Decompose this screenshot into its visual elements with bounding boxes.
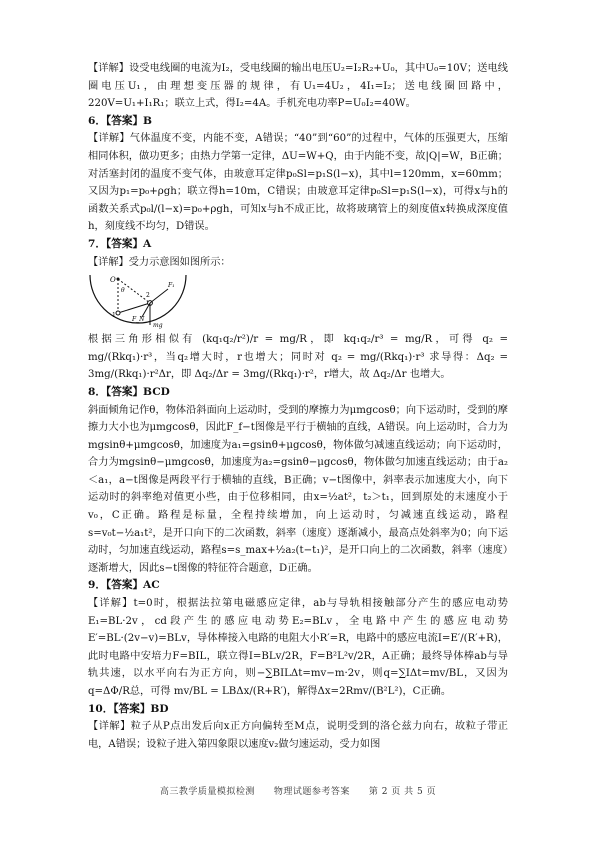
explanation-paragraph: 【详解】设受电线圈的电流为I₂，受电线圈的输出电压U₂=I₂R₂+U₀，其中U₀=10V；送电线圈电压U₁，由理想变压器的规律，有U₁=4U₂，4I₁=I₂；送电线圈回路中，220V=U₁+I₁R₁；联立上式，得I₂=4A。手机充电功率P=U₀I₂=40W。 [88,63,508,110]
explanation-paragraph: 斜面倾角记作θ，物体沿斜面向上运动时，受到的摩擦力为μmgcosθ；向下运动时，受到的摩擦力大小也为μmgcosθ，因此F_f−t图像是平行于横轴的直线，A错误。向上运动时，合力为mgsinθ+μmgcosθ，加速度为a₁=gsinθ+μgcosθ，物体做匀减速直线运动；向下运动时，合力为mgsinθ−μmgcosθ，加速度为a₂=gsinθ−μgcosθ，物体做匀加速直线运动；由于a₂＜a₁，a−t图像是两段平行于横轴的直线，B正确；v−t图像中，斜率表示加速度大小，向下运动时的斜率绝对值更小些，由于位移相同，由x=½at²，t₂＞t₁，回到原处的末速度小于v₀，C正确。路程是标量，全程持续增加，向上运动时，匀减速直线运动，路程s=v₀t−½a₁t²，是开口向下的二次函数，斜率（速度）逐渐减小，最高点处斜率为0；向下运动时，匀加速直线运动，路程s=s_max+½a₂(t−t₁)²，是开口向上的二次函数，斜率（速度）逐渐增大，因此s−t图像的特征符合题意，D正确。 [88,404,508,574]
answer-heading: 9．【答案】AC [88,579,160,592]
label-2: 2 [146,292,150,300]
page-footer: 高三教学质量模拟检测 物理试题参考答案 第 2 页 共 5 页 [159,787,437,797]
charge-1 [116,311,120,315]
explanation-paragraph: 【详解】粒子从P点出发后向x正方向偏转至M点，说明受到的洛仑兹力向右，故粒子带正电，A错误；设粒子进入第四象限以速度v₂做匀速运动，受力如图 [88,721,508,750]
label-o: O [110,276,116,285]
answer-heading: 10．【答案】BD [88,702,169,715]
answer-heading: 8．【答案】BCD [88,385,170,398]
explanation-paragraph: 【详解】气体温度不变，内能不变，A错误；“40”到“60”的过程中，气体的压强更大，压缩相同体积，做功更多；由热力学第一定律，ΔU=W+Q，由于内能不变，故|Q|=W，B正确；对活塞封闭的温度不变气体，由玻意耳定律p₀Sl=p₁S(l−x)，其中l=120mm，x=60mm；又因为p₁=p₀+ρgh；联立得h=10m，C错误；由玻意耳定律p₀Sl=p₁S(l−x)，可得x与h的函数关系式p₀l/(l−x)=p₀+ρgh，可知x与h不成正比，故将玻璃管上的刻度值x转换成深度值h，刻度线不均匀，D错误。 [88,133,508,233]
explanation-paragraph: 【详解】受力示意图如图所示： [88,256,231,268]
label-mg: mg [153,322,163,330]
label-angle: θ [121,287,125,295]
label-1: 1 [112,312,116,320]
force-f1 [150,289,168,303]
label-f1: F₁ [168,282,175,290]
force-diagram-svg [88,273,198,329]
answer-heading: 7．【答案】A [88,237,152,250]
answer-page [88,60,508,753]
label-fn: F_N [132,316,145,324]
explanation-paragraph: 【详解】t=0时，根据法拉第电磁感应定律，ab与导轨相接触部分产生的感应电动势E₁=BL·2v，cd段产生的感应电动势E₂=BLv，全电路中产生的感应电动势E′=BL·(2v−v)=BLv，导体棒接入电路的电阻大小R′=R，电路中的感应电流I=E′/(R′+R)，此时电路中安培力F=BIL，联立得I=BLv/2R，F=B²L²v/2R，A正确；最终导体棒ab与导轨共速，以水平向右为正方向，则−∑BILΔt=mv−m·2v，则q=∑IΔt=mv/BL，又因为q=ΔΦ/R总，可得 mv/BL = LBΔx/(R+R′)，解得Δx=2Rmv/(B²L²)，C正确。 [88,598,508,697]
force-diagram [88,273,508,329]
explanation-paragraph: 根据三角形相似有 (kq₁q₂/r²)/r = mg/R，即 kq₁q₂/r³ = mg/R，可得 q₂ = mg/(Rkq₁)·r³，当q₂增大时，r也增大；同时对 q₂ = mg/(Rkq₁)·r³ 求导得：Δq₂ = 3mg/(Rkq₁)·r²Δr，即 Δq₂/Δr = 3mg/(Rkq₁)·r²，r增大，故 Δq₂/Δr 也增大。 [88,334,508,381]
answer-heading: 6．【答案】B [88,114,152,127]
